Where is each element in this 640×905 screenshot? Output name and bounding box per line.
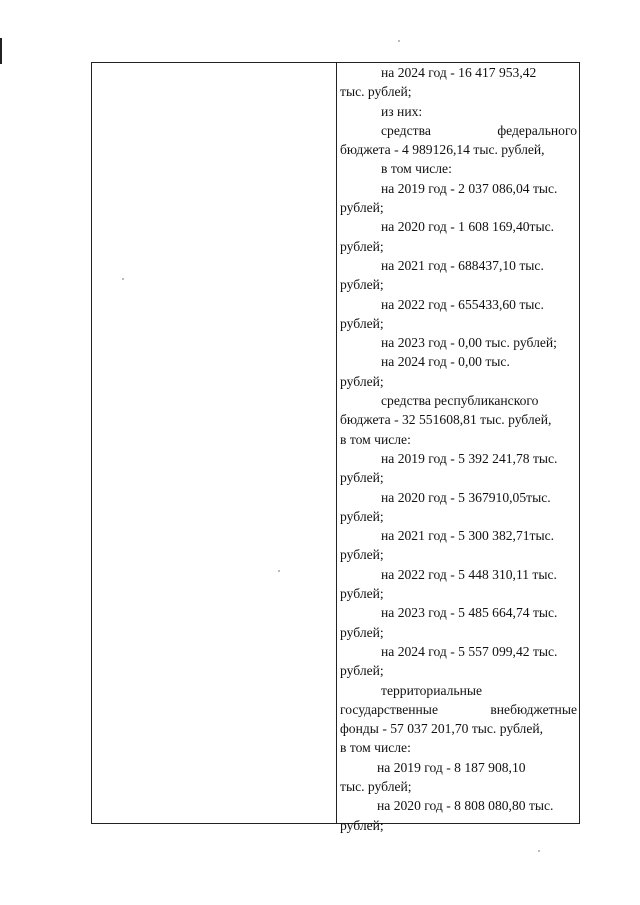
text-word: внебюджетные [490, 701, 577, 717]
text-line: на 2020 год - 8 808 080,80 тыс. [377, 798, 554, 814]
text-line: бюджета - 4 989126,14 тыс. рублей, [340, 142, 545, 158]
text-line: на 2023 год - 5 485 664,74 тыс. [381, 605, 558, 621]
document-table [91, 62, 580, 833]
text-line: на 2019 год - 5 392 241,78 тыс. [381, 450, 558, 466]
text-line [340, 702, 577, 718]
text-line: на 2019 год - 8 187 908,10 [377, 759, 526, 775]
text-line: рублей; [340, 624, 384, 640]
text-line: в том числе: [340, 740, 411, 756]
text-word: средства [381, 122, 431, 138]
text-line: рублей; [340, 547, 384, 563]
text-line: рублей; [340, 470, 384, 486]
scan-speck [398, 40, 400, 42]
text-line: тыс. рублей; [340, 778, 412, 794]
text-word: государственные [340, 701, 438, 717]
text-line: на 2021 год - 688437,10 тыс. [381, 257, 544, 273]
text-line [340, 123, 577, 139]
text-line: рублей; [340, 663, 384, 679]
text-line: тыс. рублей; [340, 84, 412, 100]
text-line: рублей; [340, 373, 384, 389]
text-line: территориальные [381, 682, 483, 698]
text-word: федерального [497, 122, 577, 138]
text-line: из них: [381, 103, 423, 119]
text-line: на 2020 год - 1 608 169,40тыс. [381, 219, 555, 235]
text-line: рублей; [340, 315, 384, 331]
table-right-cell [337, 63, 579, 833]
text-line: бюджета - 32 551608,81 тыс. рублей, [340, 412, 552, 428]
text-line: на 2023 год - 0,00 тыс. рублей; [381, 335, 557, 351]
text-line: рублей; [340, 277, 384, 293]
text-line: в том числе: [381, 161, 452, 177]
text-line: в том числе: [340, 431, 411, 447]
text-line: рублей; [340, 817, 384, 833]
text-line: на 2024 год - 16 417 953,42 [381, 65, 537, 80]
scan-edge-mark [0, 38, 2, 64]
text-line: на 2021 год - 5 300 382,71тыс. [381, 528, 555, 544]
text-line: рублей; [340, 586, 384, 602]
text-line: фонды - 57 037 201,70 тыс. рублей, [340, 721, 544, 737]
text-line: рублей; [340, 200, 384, 216]
text-line: средства республиканского [381, 393, 539, 409]
text-line: на 2022 год - 5 448 310,11 тыс. [381, 566, 557, 582]
text-line: на 2019 год - 2 037 086,04 тыс. [381, 180, 558, 196]
table-left-cell [92, 63, 337, 823]
text-line: рублей; [340, 238, 384, 254]
scan-speck [538, 850, 540, 852]
text-line: на 2020 год - 5 367910,05тыс. [381, 489, 551, 505]
text-line: рублей; [340, 508, 384, 524]
text-line: на 2022 год - 655433,60 тыс. [381, 296, 544, 312]
text-line: на 2024 год - 5 557 099,42 тыс. [381, 643, 558, 659]
text-line: на 2024 год - 0,00 тыс. [381, 354, 510, 370]
